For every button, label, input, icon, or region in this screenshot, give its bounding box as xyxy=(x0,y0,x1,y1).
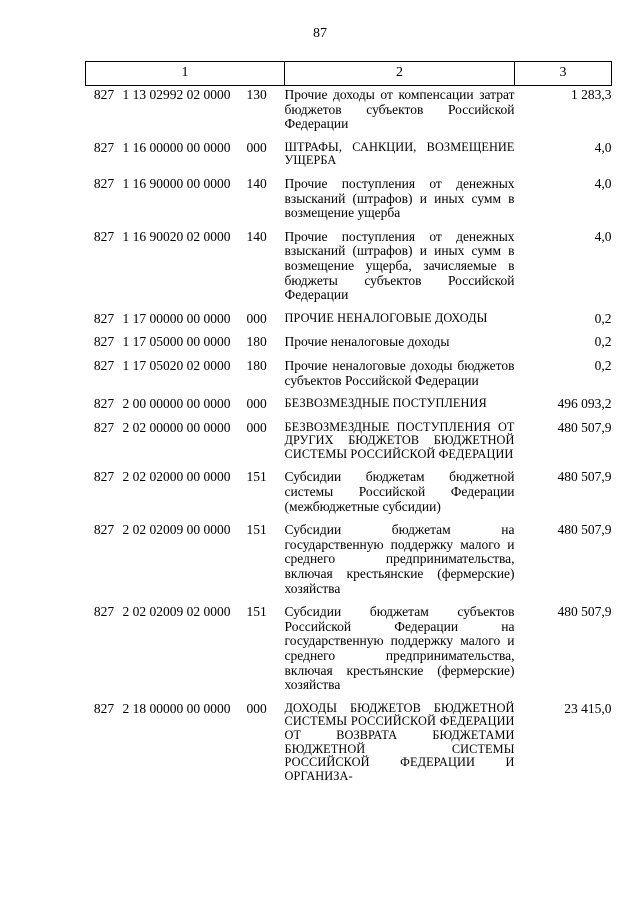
admin-code-cell: 827 xyxy=(93,357,115,373)
revenue-code-cell: 1 17 05020 02 0000 xyxy=(122,357,231,373)
revenue-code-cell: 2 18 00000 00 0000 xyxy=(122,700,231,716)
revenue-name-cell: Прочие поступления от денежных взысканий (штрафов) и иных сумм в возмещение ущерба xyxy=(284,175,515,221)
revenue-name-cell: БЕЗВОЗМЕЗДНЫЕ ПОСТУПЛЕНИЯ xyxy=(284,396,487,411)
revenue-name-cell: Прочие неналоговые доходы xyxy=(284,334,450,350)
kind-code-cell: 000 xyxy=(246,139,267,155)
admin-code-cell: 827 xyxy=(93,334,115,350)
table-row xyxy=(86,421,612,471)
admin-code-cell: 827 xyxy=(93,522,115,538)
amount-cell: 496 093,2 xyxy=(557,396,612,412)
revenue-name-cell: Прочие доходы от компенсации затрат бюджетов субъектов Российской Федерации xyxy=(284,87,515,132)
amount-cell: 1 283,3 xyxy=(571,87,612,102)
table-row xyxy=(86,397,612,421)
admin-code-cell: 827 xyxy=(93,310,115,326)
revenue-name-cell: Субсидии бюджетам субъектов Российской Федерации на государственную поддержку малого и среднего предпринимательства, включая крестьянские (фермерские) хозяйства xyxy=(284,604,515,693)
kind-code-cell: 000 xyxy=(246,700,267,716)
revenue-name-cell: Субсидии бюджетам бюджетной системы Российской Федерации (межбюджетные субсидии) xyxy=(284,469,515,514)
kind-code-cell: 151 xyxy=(246,604,267,620)
amount-cell: 480 507,9 xyxy=(557,469,612,485)
revenue-code-cell: 1 17 05000 00 0000 xyxy=(122,334,231,350)
admin-code-cell: 827 xyxy=(93,469,115,485)
table-row xyxy=(86,86,612,141)
kind-code-cell: 180 xyxy=(246,334,267,350)
admin-code-cell: 827 xyxy=(93,87,115,102)
kind-code-cell: 151 xyxy=(246,522,267,538)
table-body xyxy=(86,86,612,793)
table-row xyxy=(86,359,612,397)
budget-revenue-table xyxy=(85,61,612,792)
table-header-row xyxy=(86,62,612,86)
admin-code-cell: 827 xyxy=(93,700,115,716)
admin-code-cell: 827 xyxy=(93,419,115,435)
kind-code-cell: 000 xyxy=(246,419,267,435)
amount-cell: 0,2 xyxy=(594,334,612,350)
kind-code-cell: 140 xyxy=(246,175,267,191)
revenue-name-cell: ПРОЧИЕ НЕНАЛОГОВЫЕ ДОХОДЫ xyxy=(284,310,488,325)
table-row xyxy=(86,312,612,336)
revenue-name-cell: ШТРАФЫ, САНКЦИИ, ВОЗМЕЩЕНИЕ УЩЕРБА xyxy=(284,139,515,168)
revenue-code-cell: 2 00 00000 00 0000 xyxy=(122,396,231,412)
amount-cell: 4,0 xyxy=(594,228,612,244)
admin-code-cell: 827 xyxy=(93,175,115,191)
header-col-3: 3 xyxy=(515,62,612,86)
kind-code-cell: 130 xyxy=(246,87,267,102)
header-col-2: 2 xyxy=(285,62,515,86)
revenue-code-cell: 2 02 02009 00 0000 xyxy=(122,522,231,538)
amount-cell: 23 415,0 xyxy=(564,700,612,716)
admin-code-cell: 827 xyxy=(93,604,115,620)
revenue-code-cell: 2 02 00000 00 0000 xyxy=(122,419,231,435)
admin-code-cell: 827 xyxy=(93,228,115,244)
table-row xyxy=(86,523,612,605)
header-col-1: 1 xyxy=(86,62,285,86)
revenue-code-cell: 1 16 90000 00 0000 xyxy=(122,175,231,191)
amount-cell: 480 507,9 xyxy=(557,419,612,435)
amount-cell: 4,0 xyxy=(594,175,612,191)
amount-cell: 4,0 xyxy=(594,139,612,155)
revenue-code-cell: 1 17 00000 00 0000 xyxy=(122,310,231,326)
admin-code-cell: 827 xyxy=(93,139,115,155)
table-row xyxy=(86,702,612,793)
page-number: 87 xyxy=(313,26,327,41)
revenue-name-cell: ДОХОДЫ БЮДЖЕТОВ БЮДЖЕТНОЙ СИСТЕМЫ РОССИЙСКОЙ ФЕДЕРАЦИИ ОТ ВОЗВРАТА БЮДЖЕТАМИ БЮДЖЕТНОЙ СИСТЕМЫ РОССИЙСКОЙ ФЕДЕРАЦИИ И ОРГАНИЗА- xyxy=(284,700,515,783)
revenue-name-cell: Прочие поступления от денежных взысканий (штрафов) и иных сумм в возмещение ущерба, зачисляемые в бюджеты субъектов Российской Федерации xyxy=(284,228,515,303)
amount-cell: 480 507,9 xyxy=(557,522,612,538)
revenue-code-cell: 2 02 02000 00 0000 xyxy=(122,469,231,485)
amount-cell: 480 507,9 xyxy=(557,604,612,620)
kind-code-cell: 000 xyxy=(246,310,267,326)
table-row xyxy=(86,230,612,312)
kind-code-cell: 140 xyxy=(246,228,267,244)
kind-code-cell: 180 xyxy=(246,357,267,373)
amount-cell: 0,2 xyxy=(594,357,612,373)
table-row xyxy=(86,141,612,177)
kind-code-cell: 151 xyxy=(246,469,267,485)
revenue-name-cell: Прочие неналоговые доходы бюджетов субъектов Российской Федерации xyxy=(284,357,515,388)
amount-cell: 0,2 xyxy=(594,310,612,326)
table-row xyxy=(86,605,612,702)
revenue-code-cell: 1 13 02992 02 0000 xyxy=(122,87,231,102)
revenue-code-cell: 2 02 02009 02 0000 xyxy=(122,604,231,620)
revenue-name-cell: БЕЗВОЗМЕЗДНЫЕ ПОСТУПЛЕНИЯ ОТ ДРУГИХ БЮДЖЕТОВ БЮДЖЕТНОЙ СИСТЕМЫ РОССИЙСКОЙ ФЕДЕРАЦИИ xyxy=(284,419,515,461)
admin-code-cell: 827 xyxy=(93,396,115,412)
kind-code-cell: 000 xyxy=(246,396,267,412)
table-row xyxy=(86,177,612,230)
revenue-code-cell: 1 16 90020 02 0000 xyxy=(122,228,231,244)
revenue-code-cell: 1 16 00000 00 0000 xyxy=(122,139,231,155)
revenue-name-cell: Субсидии бюджетам на государственную поддержку малого и среднего предпринимательства, включая крестьянские (фермерские) хозяйства xyxy=(284,522,515,596)
table-row xyxy=(86,470,612,523)
table-row xyxy=(86,335,612,359)
